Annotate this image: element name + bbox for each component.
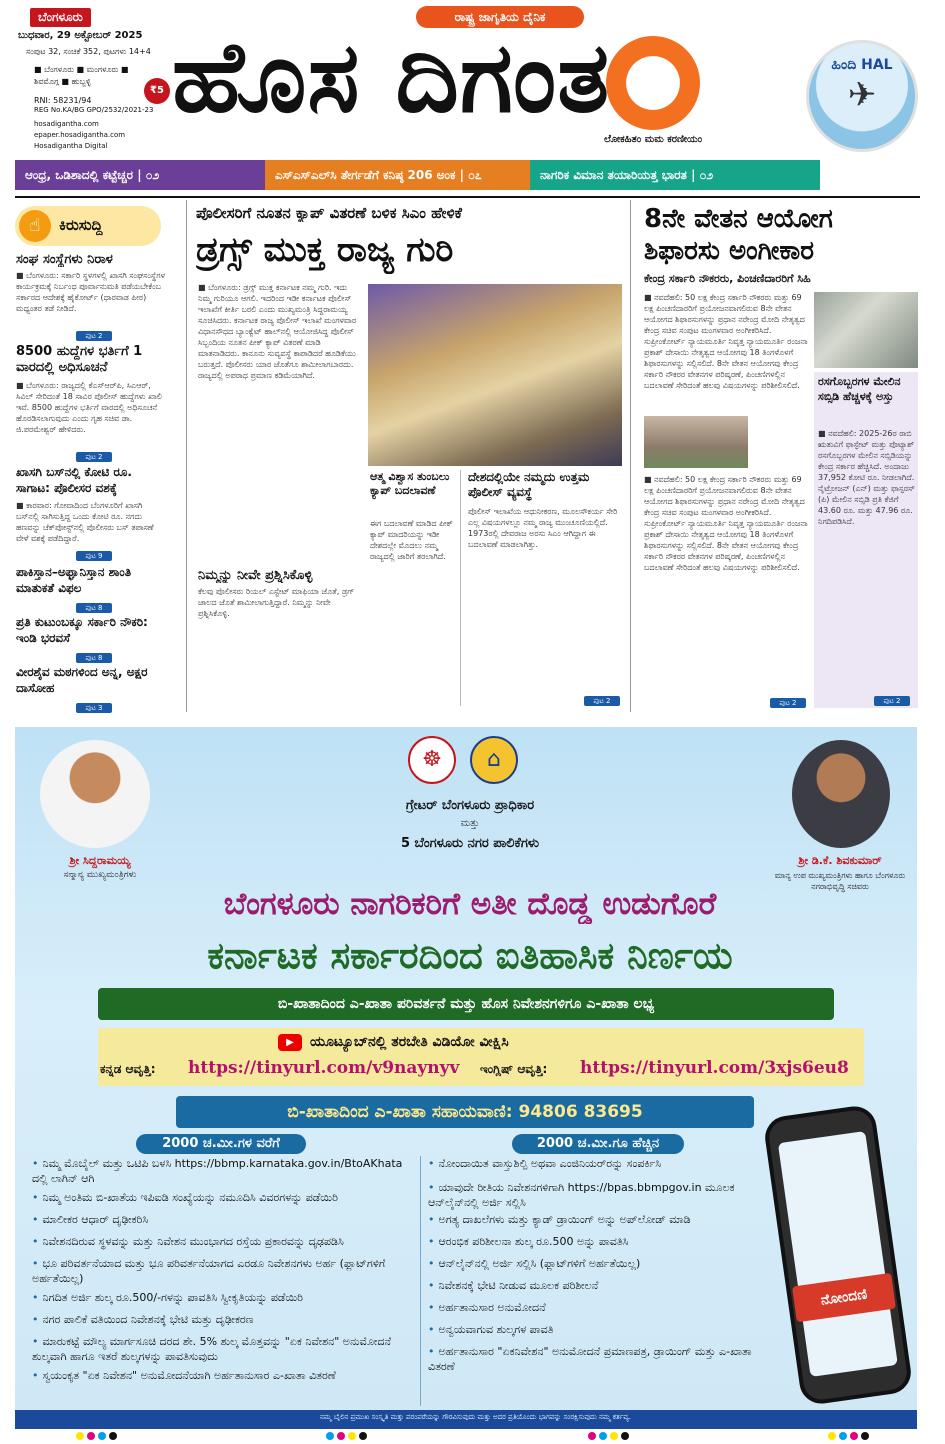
- lead-body: ■ ಬೆಂಗಳೂರು: ಡ್ರಗ್ಸ್ ಮುಕ್ತ ಕರ್ನಾಟಕ ನಮ್ಮ ಗುರಿ. ಇದು ನಿಮ್ಮ ಗುರಿಯೂ ಆಗಲಿ. ಇದರಿಂದ ಇಡೀ ಕರ್ನಾಟಕ ಪೊಲೀಸ್ ಇಲಾಖೆಗೆ ಕೀರ್ತಿ ಬರಲಿ ಎಂದು ಮುಖ್ಯಮಂತ್ರಿ ಸಿದ್ದರಾಮಯ್ಯ ಸೂಚಿಸಿದರು. ಕರ್ನಾಟಕ ರಾಜ್ಯ ಪೊಲೀಸ್ ಇಲಾಖೆ ಮಂಗಳವಾರ ವಿಧಾನಸೌಧದ ಬ್ಯಾಂಕ್ವೆಟ್ ಹಾಲ್‌ನಲ್ಲಿ ಆಯೋಜಿಸಿದ್ದ ಪೊಲೀಸ್ ಸಿಬ್ಬಂದಿಯ ನೂತನ ಪೀಕ್ ಕ್ಯಾಪ್ ವಿತರಣೆ ಮಾಡಿ ಮಾತನಾಡಿದರು. ಕಾನೂನು ಸುವ್ಯವಸ್ಥೆ ಕಾಪಾಡಿದರೆ ಹೂಡಿಕೆಯು ಬರುತ್ತದೆ. ಪೊಲೀಸರು ಯಾರ ಜೊತೆಗೂ ಶಾಮೀಲಾಗಬಾರದು. ರಾಜ್ಯದಲ್ಲಿ ಅಪರಾಧ ಪ್ರಮಾಣ ಕಡಿಮೆಯಾಗಿದೆ.: [198, 283, 357, 380]
- dcm-portrait: [792, 740, 890, 848]
- step-item: • ನಿವೇಶನಕ್ಕೆ ಭೇಟಿ ನೀಡುವ ಮೂಲಕ ಪರಿಶೀಲನೆ: [428, 1278, 768, 1300]
- brief-title[interactable]: ಪಾಕಿಸ್ತಾನ–ಅಫ್ಘಾನಿಸ್ತಾನ ಶಾಂತಿ ಮಾತುಕತೆ ವಿಫಲ: [16, 565, 132, 595]
- sub-headline[interactable]: ಆತ್ಮ ವಿಶ್ವಾಸ ತುಂಬಲು ಕ್ಯಾಪ್ ಬದಲಾವಣೆ: [370, 470, 450, 497]
- more-link[interactable]: ಪುಟ 2: [770, 698, 806, 708]
- step-item: • ಮಾಲೀಕರ ಆಧಾರ್ ದೃಢೀಕರಿಸಿ: [32, 1212, 412, 1234]
- step-item: • ಯಾವುದೇ ರೀತಿಯ ನಿವೇಶನಗಳಿಗಾಗಿ https://bpas.bbmpgov.in ಮೂಲಕ ಆನ್‌ಲೈನ್‌ನಲ್ಲಿ ಅರ್ಜಿ ಸಲ್ಲಿಸಿ: [428, 1180, 768, 1212]
- story-body-continued: ■ ನವದೆಹಲಿ: 50 ಲಕ್ಷ ಕೇಂದ್ರ ಸರ್ಕಾರಿ ನೌಕರರು ಮತ್ತು 69 ಲಕ್ಷ ಪಿಂಚಣಿದಾರರಿಗೆ ಪ್ರಯೋಜನವಾಗಲಿರುವ 8ನೇ ವೇತನ ಆಯೋಗದ ಶಿಫಾರಸುಗಳನ್ನು ಪ್ರಧಾನ ನರೇಂದ್ರ ಮೋದಿ ನೇತೃತ್ವದ ಕೇಂದ್ರ ಸಚಿವ ಸಂಪುಟ ಮಂಗಳವಾರ ಅಂಗೀಕರಿಸಿದೆ. ಸುಪ್ರೀಂಕೋರ್ಟ್ ನ್ಯಾಯಮೂರ್ತಿ ನಿವೃತ್ತ ನ್ಯಾಯಮೂರ್ತಿ ರಂಜನಾ ಪ್ರಕಾಶ್ ದೇಸಾಯಿ ನೇತೃತ್ವದ ಆಯೋಗವು 18 ತಿಂಗಳೊಳಗೆ ಶಿಫಾರಸುಗಳನ್ನು ಸಲ್ಲಿಸಲಿದೆ. 8ನೇ ವೇತನ ಆಯೋಗವು ಕೇಂದ್ರ ಸರ್ಕಾರಿ ನೌಕರರ ವೇತನಗಳ ಪರಿಷ್ಕರಣೆ, ಪಿಂಚಣಿಗಳಲ್ಲಿನ ಬದಲಾವಣೆ ಸೇರಿದಂತೆ ಹಲವು ವಿಷಯಗಳನ್ನು ಪರಿಶೀಲಿಸಲಿದೆ.: [644, 475, 808, 572]
- masthead-motto: ಲೋಕಹಿತಂ ಮಮ ಕರಣೀಯಂ: [604, 134, 703, 145]
- teaser-0[interactable]: ಆಂಧ್ರ, ಒಡಿಶಾದಲ್ಲಿ ಕಟ್ಟೆಚ್ಚರ | ೦೨: [15, 160, 265, 190]
- kannada-video-link[interactable]: https://tinyurl.com/v9naynyv: [188, 1058, 460, 1078]
- more-link[interactable]: ಪುಟ 3: [76, 703, 112, 713]
- issue-date: ಬುಧವಾರ, 29 ಅಕ್ಟೋಬರ್ 2025: [18, 30, 143, 41]
- step-item: • ಅರ್ಹತಾನುಸಾರ "ಏಕನಿವೇಶನ" ಅನುಮೋದನೆ ಪ್ರಮಾಣಪತ್ರ, ಡ್ರಾಯಿಂಗ್ ಮತ್ತು ಎ-ಖಾತಾ ವಿತರಣೆ: [428, 1344, 768, 1376]
- column-rule: [186, 200, 187, 712]
- youtube-play-icon: ▶: [278, 1034, 302, 1051]
- more-link[interactable]: ಪುಟ 2: [76, 452, 112, 462]
- column-rule: [630, 200, 631, 712]
- lead-photo: [368, 284, 622, 466]
- more-link[interactable]: ಪುಟ 2: [584, 696, 620, 706]
- ad-corporations: 5 ಬೆಂಗಳೂರು ನಗರ ಪಾಲಿಕೆಗಳು: [400, 836, 540, 851]
- dcm-name: ಶ್ರೀ ಡಿ.ಕೆ. ಶಿವಕುಮಾರ್: [798, 854, 882, 867]
- brief-title[interactable]: 8500 ಹುದ್ದೆಗಳ ಭರ್ತಿಗೆ 1 ವಾರದಲ್ಲಿ ಅಧಿಸೂಚನೆ: [16, 344, 143, 375]
- column-header-above-2000: 2000 ಚ.ಮೀ.ಗೂ ಹೆಚ್ಚಿನ: [512, 1134, 684, 1154]
- more-link[interactable]: ಪುಟ 2: [874, 696, 910, 706]
- ad-and: ಮತ್ತು: [460, 818, 480, 829]
- karnataka-emblem-icon: ☸: [408, 736, 456, 784]
- sub-headline[interactable]: ನಿಮ್ಮನ್ನು ನೀವೇ ಪ್ರಶ್ನಿಸಿಕೊಳ್ಳಿ: [198, 568, 313, 583]
- story-subheadline: ಕೇಂದ್ರ ಸರ್ಕಾರಿ ನೌಕರರು, ಪಿಂಚಣಿದಾರರಿಗೆ ಸಿಹಿ: [644, 272, 811, 285]
- ad-authority: ಗ್ರೇಟರ್ ಬೆಂಗಳೂರು ಪ್ರಾಧಿಕಾರ: [405, 798, 535, 813]
- parliament-photo: [644, 416, 748, 468]
- step-item: • ನಗರ ಪಾಲಿಕೆ ವತಿಯಿಂದ ನಿವೇಶನಕ್ಕೆ ಭೇಟಿ ಮತ್ತು ದೃಢೀಕರಣ: [32, 1312, 412, 1334]
- edition-city-label: ಬೆಂಗಳೂರು: [30, 8, 91, 27]
- youtube-channel[interactable]: Hosadigantha Digital: [34, 142, 108, 150]
- ad-green-banner: ಬಿ-ಖಾತಾದಿಂದ ಎ-ಖಾತಾ ಪರಿವರ್ತನೆ ಮತ್ತು ಹೊಸ ನಿವೇಶನಗಳಿಗೂ ಎ-ಖಾತಾ ಲಭ್ಯ: [98, 988, 834, 1020]
- epaper-link[interactable]: epaper.hosadigantha.com: [34, 131, 126, 139]
- step-item: • ನಿಗದಿತ ಅರ್ಜಿ ಶುಲ್ಕ ರೂ.500/-ಗಳನ್ನು ಪಾವತಿಸಿ ಸ್ವೀಕೃತಿಯನ್ನು ಪಡೆಯಿರಿ: [32, 1290, 412, 1312]
- edition-list: ■ ಬೆಂಗಳೂರು ■ ಮಂಗಳೂರು ■ ಶಿವಮೊಗ್ಗ ■ ಹುಬ್ಬಳ್ಳಿ: [34, 65, 129, 86]
- column-header-upto-2000: 2000 ಚ.ಮೀ.ಗಳ ವರೆಗೆ: [136, 1134, 306, 1154]
- english-video-link[interactable]: https://tinyurl.com/3xjs6eu8: [580, 1058, 849, 1078]
- more-link[interactable]: ಪುಟ 8: [76, 653, 112, 663]
- brief-body: ■ ಬೆಂಗಳೂರು: ಸರ್ಕಾರಿ ಸ್ಥಳಗಳಲ್ಲಿ ಖಾಸಗಿ ಸಂಘಸಂಸ್ಥೆಗಳ ಕಾರ್ಯಕ್ರಮಕ್ಕೆ ನಿರ್ಬಂಧ ಪೂರ್ವಾನುಮತಿ ಪಡೆಯಬೇಕೆಂಬ ಸರ್ಕಾರದ ಆದೇಶಕ್ಕೆ ಹೈಕೋರ್ಟ್ (ಧಾರವಾಡ ಪೀಠ) ಮಧ್ಯಂತರ ತಡೆ ನೀಡಿದೆ.: [16, 271, 165, 313]
- more-link[interactable]: ಪುಟ 9: [76, 551, 112, 561]
- steps-list-1: [32, 1156, 412, 1416]
- hal-logo: ಹಿಂದಿ HAL: [831, 57, 893, 73]
- kiru-suddi-badge: [15, 206, 161, 246]
- teaser-1[interactable]: ಎಸ್ಎಸ್ಎಲ್‌ಸಿ ತೇರ್ಗಡೆಗೆ ಕನಿಷ್ಠ 206 ಅಂಕ | ೦೭: [265, 160, 530, 190]
- rni-number: RNI: 58231/94: [34, 96, 92, 105]
- column-rule: [460, 470, 461, 706]
- step-item: • ನಿಮ್ಮ ಅಂತಿಮ ಬಿ-ಖಾತೆಯ ಇಪಿಐಡಿ ಸಂಖ್ಯೆಯನ್ನು ನಮೂದಿಸಿ ವಿವರಗಳನ್ನು ಪಡೆಯಿರಿ: [32, 1190, 412, 1212]
- ad-headline-1: ಬೆಂಗಳೂರು ನಾಗರಿಕರಿಗೆ ಅತೀ ದೊಡ್ಡ ಉಡುಗೊರೆ: [223, 886, 717, 922]
- registration-marks: [76, 1432, 117, 1442]
- cm-name: ಶ್ರೀ ಸಿದ್ದರಾಮಯ್ಯ: [69, 854, 131, 867]
- brief-title[interactable]: ಪ್ರತಿ ಕುಟುಂಬಕ್ಕೂ ಸರ್ಕಾರಿ ನೌಕರಿ: ಇಂಡಿ ಭರವಸೆ: [16, 615, 148, 645]
- english-version-label: ಇಂಗ್ಲಿಷ್ ಆವೃತ್ತಿ:: [480, 1062, 548, 1076]
- lead-kicker: ಪೊಲೀಸರಿಗೆ ನೂತನ ಕ್ಯಾಪ್ ವಿತರಣೆ ಬಳಿಕ ಸಿಎಂ ಹೇಳಿಕೆ: [196, 204, 462, 222]
- register-button[interactable]: ನೋಂದಣಿ: [792, 1273, 896, 1323]
- sub-body: ಈಗ ಬದಲಾವಣೆ ಮಾಡಿದ ಪೀಕ್ ಕ್ಯಾಪ್ ಮಾದರಿಯನ್ನು ಇಡೀ ದೇಶದಲ್ಲೇ ಮೊದಲು ನಮ್ಮ ರಾಜ್ಯದಲ್ಲಿ ಜಾರಿಗೆ ತರಲಾಗಿದೆ.: [370, 519, 453, 561]
- youtube-label: ಯೂಟ್ಯೂಬ್‌ನಲ್ಲಿ ತರಬೇತಿ ವಿಡಿಯೋ ವೀಕ್ಷಿಸಿ: [310, 1034, 509, 1050]
- story-headline[interactable]: ಶಿಫಾರಸು ಅಂಗೀಕಾರ: [644, 236, 814, 266]
- tagline-banner: ರಾಷ್ಟ್ರ ಜಾಗೃತಿಯ ದೈನಿಕ: [416, 6, 584, 28]
- step-item: • ಅನ್ವಯವಾಗುವ ಶುಲ್ಕಗಳ ಪಾವತಿ: [428, 1322, 768, 1344]
- brief-body: ■ ಕಾರವಾರ: ಗೋವಾದಿಂದ ಬೆಂಗಳೂರಿಗೆ ಖಾಸಗಿ ಬಸ್‌ನಲ್ಲಿ ಸಾಗಿಸುತ್ತಿದ್ದ ಒಂದು ಕೋಟಿ ರೂ. ನಗದು ಹಣವನ್ನು ಚೆಕ್‌ಪೋಸ್ಟ್‌ನಲ್ಲಿ ಪೊಲೀಸರು ಬಸ್ ತಪಾಸಣೆ ವೇಳೆ ವಶಕ್ಕೆ ಪಡೆದಿದ್ದಾರೆ.: [16, 501, 154, 543]
- airplane-icon: ✈: [847, 75, 877, 115]
- price-badge: ₹5: [144, 78, 170, 104]
- registration-marks: [326, 1432, 367, 1442]
- registration-marks: [828, 1432, 869, 1442]
- phone-screen: [778, 1131, 898, 1377]
- brief-title[interactable]: ಖಾಸಗಿ ಬಸ್‌ನಲ್ಲಿ ಕೋಟಿ ರೂ. ಸಾಗಾಟ: ಪೊಲೀಸರ ವಶಕ್ಕೆ: [16, 465, 132, 495]
- step-item: • ನಿಮ್ಮ ಮೊಬೈಲ್ ಮತ್ತು ಒಟಿಪಿ ಬಳಸಿ https://bbmp.karnataka.gov.in/BtoAKhata ದಲ್ಲಿ ಲಾಗಿನ್ ಆಗಿ: [32, 1156, 412, 1188]
- teaser-strip: [15, 160, 920, 190]
- volume-info: ಸಂಪುಟ 32, ಸಂಚಿಕೆ 352, ಪುಟಗಳು 14+4: [26, 47, 151, 56]
- step-item: • ಅಗತ್ಯ ದಾಖಲೆಗಳು ಮತ್ತು ಕ್ಯಾಡ್ ಡ್ರಾಯಿಂಗ್ ಅನ್ನು ಅಪ್‌ಲೋಡ್ ಮಾಡಿ: [428, 1212, 768, 1234]
- sidebox-body: ■ ನವದೆಹಲಿ: 2025-26ರ ರಾಬಿ ಋತುವಿಗೆ ಫಾಸ್ಫೇಟ್ ಮತ್ತು ಪೊಟ್ಯಾಶ್ ರಸಗೊಬ್ಬರಗಳ ಮೇಲಿನ ಸಬ್ಸಿಡಿಯನ್ನು ಕೇಂದ್ರ ಸರ್ಕಾರ ಹೆಚ್ಚಿಸಿದೆ. ಅಂದಾಜು 37,952 ಕೋಟಿ ರೂ. ನೀಡಲಾಗಿದೆ. ನೈಟ್ರೋಜನ್ (ಎನ್) ಮತ್ತು ಫಾಸ್ಫರಸ್ (ಪಿ) ಮೇಲಿನ ಸಬ್ಸಿಡಿ ಪ್ರತಿ ಕೆಜಿಗೆ 43.60 ರೂ. ಮತ್ತು 47.96 ರೂ. ನಿಗದಿಪಡಿಸಿದೆ.: [818, 429, 915, 526]
- sub-body: ಕೆಲವು ಪೊಲೀಸರು ರಿಯಲ್ ಎಸ್ಟೇಟ್ ಮಾಫಿಯಾ ಜೊತೆ, ಡ್ರಗ್ ಜಾಲದ ಜೊತೆ ಶಾಮೀಲಾಗುತ್ತಿದ್ದಾರೆ. ನಿಮ್ಮನ್ನು ನೀವೇ ಪ್ರಶ್ನಿಸಿಕೊಳ್ಳಿ.: [198, 587, 355, 618]
- more-link[interactable]: ಪುಟ 8: [76, 603, 112, 613]
- story-body: ■ ನವದೆಹಲಿ: 50 ಲಕ್ಷ ಕೇಂದ್ರ ಸರ್ಕಾರಿ ನೌಕರರು ಮತ್ತು 69 ಲಕ್ಷ ಪಿಂಚಣಿದಾರರಿಗೆ ಪ್ರಯೋಜನವಾಗಲಿರುವ 8ನೇ ವೇತನ ಆಯೋಗದ ಶಿಫಾರಸುಗಳನ್ನು ಪ್ರಧಾನ ನರೇಂದ್ರ ಮೋದಿ ನೇತೃತ್ವದ ಕೇಂದ್ರ ಸಚಿವ ಸಂಪುಟ ಮಂಗಳವಾರ ಅಂಗೀಕರಿಸಿದೆ. ಸುಪ್ರೀಂಕೋರ್ಟ್ ನ್ಯಾಯಮೂರ್ತಿ ನಿವೃತ್ತ ನ್ಯಾಯಮೂರ್ತಿ ರಂಜನಾ ಪ್ರಕಾಶ್ ದೇಸಾಯಿ ನೇತೃತ್ವದ ಆಯೋಗವು 18 ತಿಂಗಳೊಳಗೆ ಶಿಫಾರಸುಗಳನ್ನು ಸಲ್ಲಿಸಲಿದೆ. 8ನೇ ವೇತನ ಆಯೋಗವು ಕೇಂದ್ರ ಸರ್ಕಾರಿ ನೌಕರರ ವೇತನಗಳ ಪರಿಷ್ಕರಣೆ, ಪಿಂಚಣಿಗಳಲ್ಲಿನ ಬದಲಾವಣೆ ಸೇರಿದಂತೆ ಹಲವು ವಿಷಯಗಳನ್ನು ಪರಿಶೀಲಿಸಲಿದೆ.: [644, 293, 808, 390]
- sidebox-headline[interactable]: ರಸಗೊಬ್ಬರಗಳ ಮೇಲಿನ ಸಬ್ಸಿಡಿ ಹೆಚ್ಚಳಕ್ಕೆ ಅಸ್ತು: [818, 375, 901, 403]
- teaser-2[interactable]: ನಾಗರಿಕ ವಿಮಾನ ತಯಾರಿಯತ್ತ ಭಾರತ | ೦೨: [530, 160, 820, 190]
- website-link[interactable]: hosadigantha.com: [34, 120, 99, 128]
- step-item: • ಮಾರುಕಟ್ಟೆ ಮೌಲ್ಯ ಮಾರ್ಗಸೂಚಿ ದರದ ಶೇ. 5% ಶುಲ್ಕ ಮೊತ್ತವನ್ನು "ಏಕ ನಿವೇಶನ" ಅನುಮೋದನೆ ಶುಲ್ಕವಾಗಿ ಹಾಗೂ ಇತರೆ ಶುಲ್ಕಗಳನ್ನು ಪಾವತಿಸುವುದು: [32, 1334, 412, 1366]
- brief-title[interactable]: ವೀರಶೈವ ಮಠಗಳಿಂದ ಅನ್ನ, ಅಕ್ಷರ ದಾಸೋಹ: [16, 665, 148, 695]
- kiru-suddi-label: ಕಿರುಸುದ್ದಿ: [59, 216, 103, 234]
- more-link[interactable]: ಪುಟ 2: [76, 331, 112, 341]
- story-headline[interactable]: 8ನೇ ವೇತನ ಆಯೋಗ: [644, 204, 833, 234]
- step-item: • ನೋಂದಾಯಿತ ವಾಸ್ತುಶಿಲ್ಪಿ ಅಥವಾ ಎಂಜಿನಿಯರ್‌ರನ್ನು ಸಂಪರ್ಕಿಸಿ: [428, 1156, 768, 1178]
- divider: [15, 196, 920, 198]
- brief-body: ■ ಬೆಂಗಳೂರು: ರಾಜ್ಯದಲ್ಲಿ ಕೆಎಸ್‌ಆರ್‌ಪಿ, ಸಿಎಆರ್, ಸಿವಿಲ್ ಸೇರಿದಂತೆ 18 ಸಾವಿರ ಪೊಲೀಸ್ ಹುದ್ದೆಗಳು ಖಾಲಿ ಇವೆ. 8500 ಹುದ್ದೆಗಳ ಭರ್ತಿಗೆ ವಾರದಲ್ಲಿ ಅಧಿಸೂಚನೆ ಹೊರಡಿಸಲಾಗುವುದು ಎಂದು ಗೃಹ ಸಚಿವ ಡಾ. ಜಿ.ಪರಮೇಶ್ವರ್ ಹೇಳಿದರು.: [16, 381, 162, 434]
- sub-body: ಪೊಲೀಸ್ ಇಲಾಖೆಯ ಆಧುನೀಕರಣ, ಮೂಲಸೌಕರ್ಯ ಸೇರಿ ಎಲ್ಲ ವಿಷಯಗಳಲ್ಲೂ ನಮ್ಮ ರಾಜ್ಯ ಮುಂಚೂಣಿಯಲ್ಲಿದೆ. 1973ರಲ್ಲಿ ದೇವರಾಜ ಅರಸು ಸಿಎಂ ಆಗಿದ್ದಾಗ ಈ ಬದಲಾವಣೆ ಮಾಡಲಾಗಿತ್ತು.: [468, 507, 618, 549]
- cm-title: ಸನ್ಮಾನ್ಯ ಮುಖ್ಯಮಂತ್ರಿಗಳು: [63, 870, 137, 880]
- hand-icon: ☝: [19, 210, 51, 242]
- ad-footer-text: ನಮ್ಮ ಬೈಲಿನ ಪ್ರಮುಖ ಸಂಸ್ಕೃತಿ ಮತ್ತು ಪರಂಪರೆಯನ್ನು ಗೌರವಿಸುವುದು ಮತ್ತು ಅದರ ಪ್ರತಿಯೊಂದು ಭಾಗವನ್ನು ಸಂರಕ್ಷಿಸುವುದು ನಮ್ಮ ಕರ್ತವ್ಯ.: [320, 1413, 631, 1421]
- brief-title[interactable]: ಸಂಘ ಸಂಸ್ಥೆಗಳು ನಿರಾಳ: [16, 252, 113, 267]
- step-item: • ಅರ್ಹತಾನುಸಾರ ಅನುಮೋದನೆ: [428, 1300, 768, 1322]
- masthead-title: ಹೊಸ ದಿಗಂತ: [172, 20, 611, 135]
- step-item: • ಸ್ವಯಂಕೃತ "ಏಕ ನಿವೇಶನ" ಅನುಮೋದನೆಯಾಗಿ ಅರ್ಹತಾನುಸಾರ ಎ-ಖಾತಾ ವಿತರಣೆ: [32, 1368, 412, 1388]
- step-item: • ನಿವೇಶನದಿರುವ ಸ್ಥಳವನ್ನು ಮತ್ತು ನಿವೇಶನ ಮುಂಭಾಗದ ರಸ್ತೆಯ ಪ್ರಕಾರವನ್ನು ದೃಢಪಡಿಸಿ: [32, 1234, 412, 1256]
- dcm-title: ಮಾನ್ಯ ಉಪ ಮುಖ್ಯಮಂತ್ರಿಗಳು ಹಾಗೂ ಬೆಂಗಳೂರು ನಗರಾಭಿವೃದ್ಧಿ ಸಚಿವರು: [774, 871, 906, 891]
- registration-marks: [588, 1432, 629, 1442]
- step-item: • ಆರಂಭಿಕ ಪರಿಶೀಲನಾ ಶುಲ್ಕ ರೂ.500 ಅನ್ನು ಪಾವತಿಸಿ: [428, 1234, 768, 1256]
- currency-photo: [814, 292, 918, 368]
- step-item: • ಆನ್‌ಲೈನ್‌ನಲ್ಲಿ ಅರ್ಜಿ ಸಲ್ಲಿಸಿ (ಫ್ಲಾಟ್‌ಗಳಿಗೆ ಅರ್ಹತೆಯಿಲ್ಲ): [428, 1256, 768, 1278]
- helpline-banner[interactable]: ಬಿ-ಖಾತಾದಿಂದ ಎ-ಖಾತಾ ಸಹಾಯವಾಣಿ: 94806 83695: [176, 1096, 754, 1128]
- steps-list-2: [428, 1156, 768, 1416]
- gba-logo-icon: ⌂: [470, 736, 518, 784]
- hal-aircraft-ad: [806, 40, 918, 152]
- kannada-version-label: ಕನ್ನಡ ಆವೃತ್ತಿ:: [100, 1062, 156, 1076]
- lead-headline[interactable]: ಡ್ರಗ್ಸ್ ಮುಕ್ತ ರಾಜ್ಯ ಗುರಿ: [196, 230, 454, 270]
- step-item: • ಭೂ ಪರಿವರ್ತನೆಯಾದ ಮತ್ತು ಭೂ ಪರಿವರ್ತನೆಯಾಗದ ಎರಡೂ ನಿವೇಶನಗಳು ಅರ್ಹ (ಫ್ಲಾಟ್‌ಗಳಿಗೆ ಅರ್ಹತೆಯಿಲ್ಲ): [32, 1256, 412, 1288]
- ad-headline-2: ಕರ್ನಾಟಕ ಸರ್ಕಾರದಿಂದ ಐತಿಹಾಸಿಕ ನಿರ್ಣಯ: [207, 934, 733, 977]
- sub-headline[interactable]: ದೇಶದಲ್ಲಿಯೇ ನಮ್ಮದು ಉತ್ತಮ ಪೊಲೀಸ್ ವ್ಯವಸ್ಥೆ: [468, 470, 590, 499]
- column-rule: [420, 1156, 421, 1406]
- registration-number: REG No.KA/BG GPO/2532/2021-23: [34, 106, 154, 114]
- cm-portrait: [40, 740, 150, 848]
